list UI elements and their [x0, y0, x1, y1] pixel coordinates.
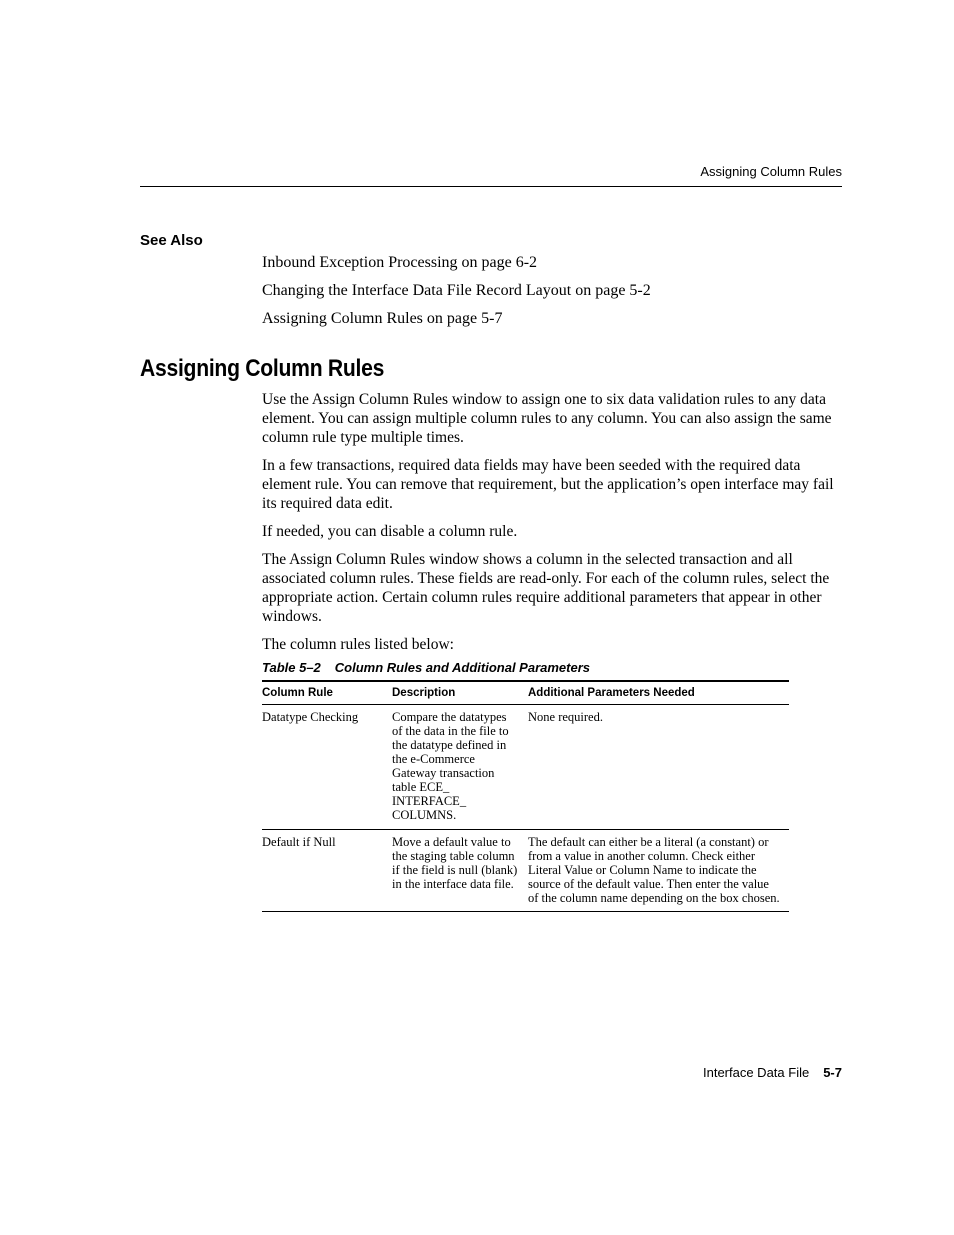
paragraph: In a few transactions, required data fields may have been seeded with the required data element rule. You can remove that requirement, but the application’s open interface may fail its required data edit.	[262, 457, 834, 512]
see-also-link-inbound-exception[interactable]: Inbound Exception Processing on page 6-2	[262, 254, 538, 271]
paragraph: The Assign Column Rules window shows a column in the selected transaction and all associated column rules. These fields are read-only. For each of the column rules, select the appropriate action. Certain column rules require additional parameters that appear in other windows.	[262, 551, 830, 625]
footer-chapter-title: Interface Data File	[702, 1065, 810, 1080]
running-header: Assigning Column Rules	[700, 164, 842, 179]
table-row	[262, 830, 789, 912]
see-also-heading: See Also	[140, 232, 203, 249]
see-also-link-changing-layout[interactable]: Changing the Interface Data File Record Layout on page 5-2	[262, 282, 651, 299]
see-also-link-assigning-rules[interactable]: Assigning Column Rules on page 5-7	[262, 310, 503, 327]
header-column-rule: Column Rule	[262, 681, 392, 705]
page-footer	[703, 1065, 842, 1080]
cell-description: Compare the datatypes of the data in the file to the datatype defined in the e-Commerce Gateway transaction table ECE_ INTERFACE_ COLUMNS.	[392, 705, 528, 830]
column-rules-table	[262, 680, 789, 912]
cell-parameters: The default can either be a literal (a constant) or from a value in another column. Check either Literal Value or Column Name to indicate the source of the default value. Then enter the value of the column name depending on the box chosen.	[528, 830, 789, 912]
table-header-row	[262, 681, 789, 705]
cell-parameters: None required.	[528, 705, 789, 830]
header-description: Description	[392, 681, 528, 705]
see-also-list	[262, 253, 651, 337]
table-row	[262, 705, 789, 830]
paragraph: Use the Assign Column Rules window to assign one to six data validation rules to any data element. You can assign multiple column rules to any column. You can also assign the same column rule type multiple times.	[262, 391, 832, 446]
paragraph: If needed, you can disable a column rule.	[262, 523, 518, 540]
section-title: Assigning Column Rules	[140, 355, 385, 382]
table-caption-title: Column Rules and Additional Parameters	[334, 660, 591, 675]
cell-description: Move a default value to the staging table column if the field is null (blank) in the interface data file.	[392, 830, 528, 912]
header-rule	[140, 186, 842, 187]
section-body	[262, 390, 847, 663]
cell-rule: Default if Null	[262, 830, 392, 912]
table-caption	[262, 660, 590, 675]
header-additional-parameters: Additional Parameters Needed	[528, 681, 789, 705]
footer-page-number: 5-7	[823, 1065, 842, 1080]
table-caption-number: Table 5–2	[262, 660, 321, 675]
cell-rule: Datatype Checking	[262, 705, 392, 830]
paragraph: The column rules listed below:	[262, 636, 454, 653]
